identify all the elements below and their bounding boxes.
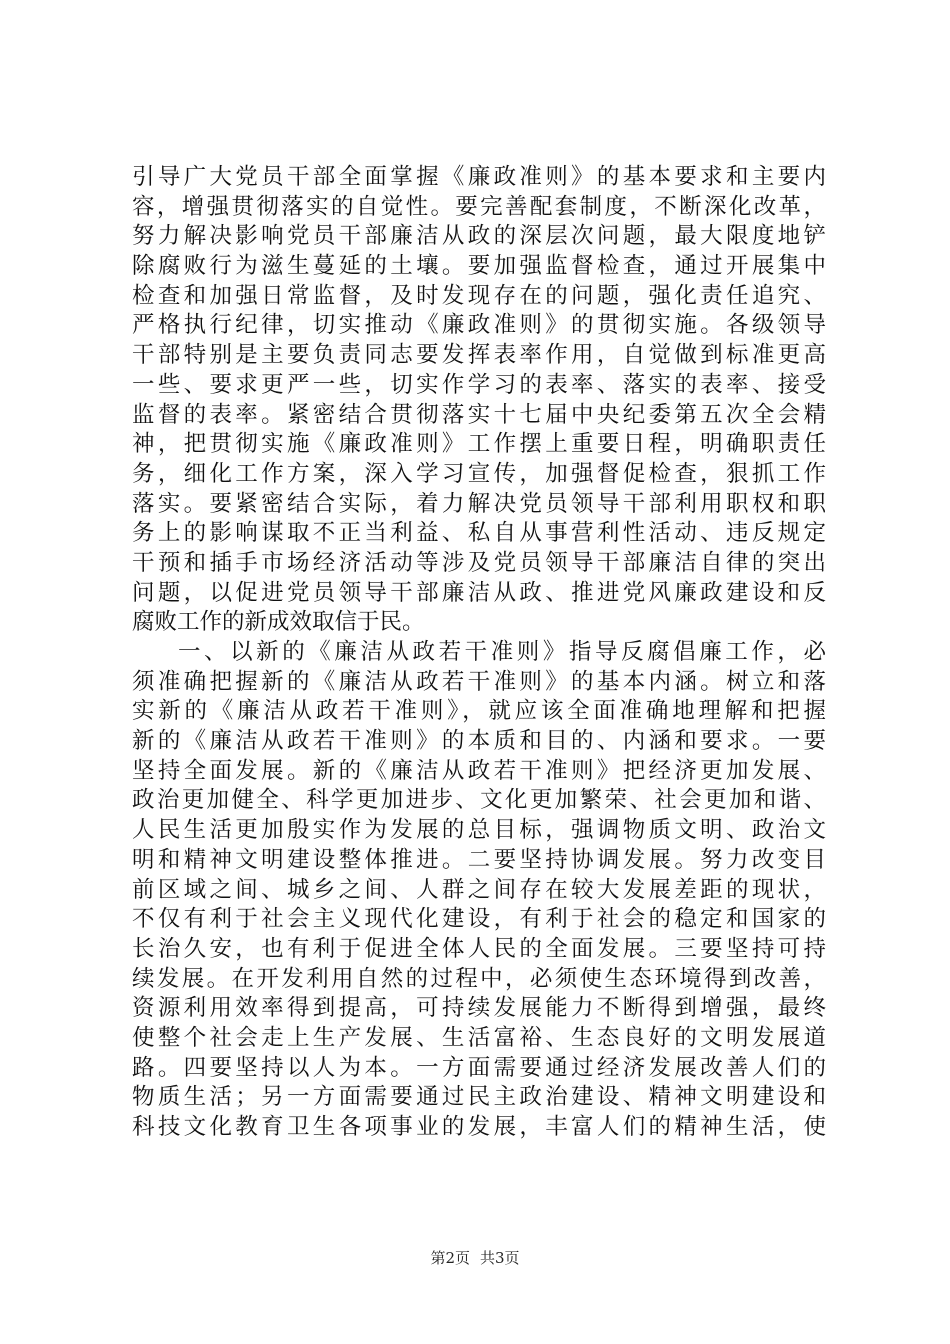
page-footer — [0, 1248, 950, 1268]
text-line: 科技文化教育卫生各项事业的发展，丰富人们的精神生活，使 — [132, 1114, 826, 1140]
text-line: 务，细化工作方案，深入学习宣传，加强督促检查，狠抓工作 — [132, 460, 826, 487]
text-line: 物质生活；另一方面需要通过民主政治建设、精神文明建设和 — [132, 1084, 826, 1111]
paragraph-first-line: 一、以新的《廉洁从政若干准则》指导反腐倡廉工作，必 — [178, 639, 826, 665]
document-body — [132, 163, 826, 1143]
text-line: 使整个社会走上生产发展、生活富裕、生态良好的文明发展道 — [132, 1024, 826, 1051]
text-line: 前区域之间、城乡之间、人群之间存在较大发展差距的现状， — [132, 876, 826, 903]
text-line: 明和精神文明建设整体推进。二要坚持协调发展。努力改变目 — [132, 846, 826, 873]
text-line: 问题，以促进党员领导干部廉洁从政、推进党风廉政建设和反 — [132, 579, 826, 606]
text-line: 资源利用效率得到提高，可持续发展能力不断得到增强，最终 — [132, 995, 826, 1022]
text-line: 干部特别是主要负责同志要发挥表率作用，自觉做到标准更高 — [132, 342, 826, 369]
page-total: 共3页 — [480, 1249, 520, 1267]
text-line: 政治更加健全、科学更加进步、文化更加繁荣、社会更加和谐、 — [132, 787, 826, 814]
text-line: 坚持全面发展。新的《廉洁从政若干准则》把经济更加发展、 — [132, 757, 826, 784]
text-line: 容，增强贯彻落实的自觉性。要完善配套制度，不断深化改革， — [132, 193, 826, 220]
text-line: 长治久安，也有利于促进全体人民的全面发展。三要坚持可持 — [132, 935, 826, 962]
text-line: 努力解决影响党员干部廉洁从政的深层次问题，最大限度地铲 — [132, 223, 826, 250]
page-number: 第2页 — [430, 1249, 470, 1267]
text-line: 路。四要坚持以人为本。一方面需要通过经济发展改善人们的 — [132, 1054, 826, 1081]
text-line: 务上的影响谋取不正当利益、私自从事营利性活动、违反规定 — [132, 520, 826, 547]
text-line: 不仅有利于社会主义现代化建设，有利于社会的稳定和国家的 — [132, 906, 826, 933]
text-line: 除腐败行为滋生蔓延的土壤。要加强监督检查，通过开展集中 — [132, 253, 826, 280]
text-line: 新的《廉洁从政若干准则》的本质和目的、内涵和要求。一要 — [132, 728, 826, 755]
text-line: 续发展。在开发利用自然的过程中，必须使生态环境得到改善， — [132, 965, 826, 992]
text-line: 严格执行纪律，切实推动《廉政准则》的贯彻实施。各级领导 — [132, 312, 826, 339]
paragraph-end-line: 腐败工作的新成效取信于民。 — [132, 609, 425, 636]
text-line: 干预和插手市场经济活动等涉及党员领导干部廉洁自律的突出 — [132, 549, 826, 576]
text-line: 一些、要求更严一些，切实作学习的表率、落实的表率、接受 — [132, 371, 826, 398]
text-line: 监督的表率。紧密结合贯彻落实十七届中央纪委第五次全会精 — [132, 401, 826, 428]
text-line: 检查和加强日常监督，及时发现存在的问题，强化责任追究、 — [132, 282, 826, 309]
text-line: 须准确把握新的《廉洁从政若干准则》的基本内涵。树立和落 — [132, 668, 826, 695]
text-line: 引导广大党员干部全面掌握《廉政准则》的基本要求和主要内 — [132, 164, 826, 190]
text-line: 神，把贯彻实施《廉政准则》工作摆上重要日程，明确职责任 — [132, 431, 826, 458]
text-line: 人民生活更加殷实作为发展的总目标，强调物质文明、政治文 — [132, 817, 826, 844]
text-line: 实新的《廉洁从政若干准则》，就应该全面准确地理解和把握 — [132, 698, 826, 725]
text-line: 落实。要紧密结合实际，着力解决党员领导干部利用职权和职 — [132, 490, 826, 517]
